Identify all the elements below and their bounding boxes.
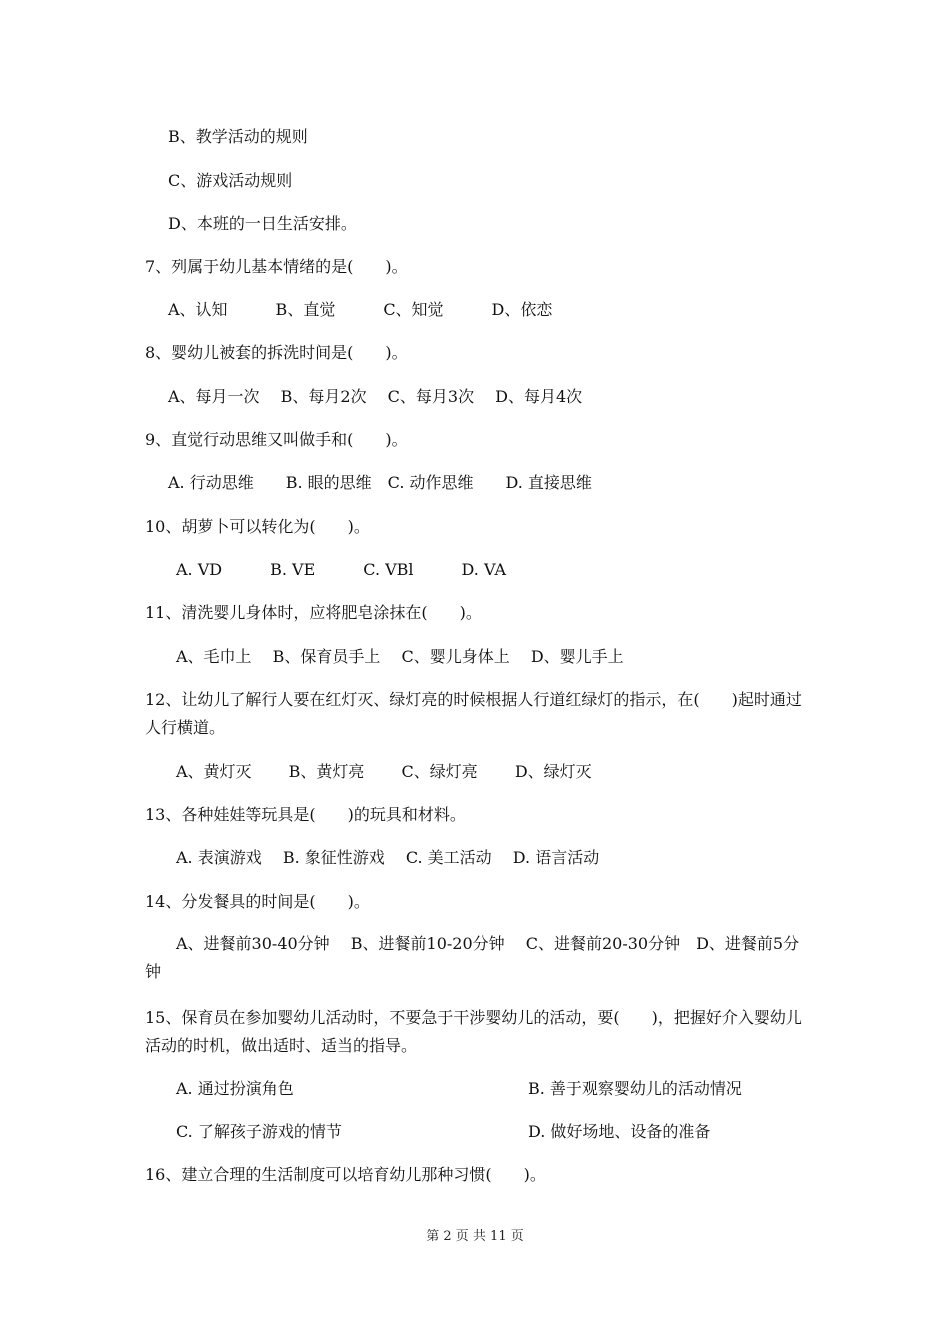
question-15-option-d: D. 做好场地、设备的准备 (528, 1122, 711, 1141)
question-11-options: A、毛巾上 B、保育员手上 C、婴儿身体上 D、婴儿手上 (176, 647, 624, 666)
question-8-options: A、每月一次 B、每月2次 C、每月3次 D、每月4次 (168, 387, 583, 406)
question-15-option-c: C. 了解孩子游戏的情节 (176, 1122, 342, 1141)
option-c-prev: C、游戏活动规则 (168, 171, 293, 190)
question-9: 9、直觉行动思维又叫做手和( )。 (145, 430, 408, 449)
question-9-options: A. 行动思维 B. 眼的思维 C. 动作思维 D. 直接思维 (168, 473, 592, 492)
question-13-options: A. 表演游戏 B. 象征性游戏 C. 美工活动 D. 语言活动 (176, 848, 600, 867)
question-7-options: A、认知 B、直觉 C、知觉 D、依恋 (168, 300, 553, 319)
question-12: 12、让幼儿了解行人要在红灯灭、绿灯亮的时候根据人行道红绿灯的指示，在( )起时通过人行横道。 (145, 690, 802, 737)
question-14: 14、分发餐具的时间是( )。 (145, 892, 370, 911)
question-7: 7、列属于幼儿基本情绪的是( )。 (145, 257, 408, 276)
question-10-options: A. VD B. VE C. VBl D. VA (176, 560, 507, 579)
option-b-prev: B、教学活动的规则 (168, 127, 308, 146)
question-10: 10、胡萝卜可以转化为( )。 (145, 517, 370, 536)
question-12-options: A、黄灯灭 B、黄灯亮 C、绿灯亮 D、绿灯灭 (176, 762, 592, 781)
question-16: 16、建立合理的生活制度可以培育幼儿那种习惯( )。 (145, 1165, 546, 1184)
question-14-options: A、进餐前30-40分钟 B、进餐前10-20分钟 C、进餐前20-30分钟 D、进餐前5分钟 (145, 934, 800, 981)
question-15-option-a: A. 通过扮演角色 (176, 1079, 294, 1098)
option-d-prev: D、本班的一日生活安排。 (168, 214, 357, 233)
question-11: 11、清洗婴儿身体时，应将肥皂涂抹在( )。 (145, 603, 482, 622)
question-8: 8、婴幼儿被套的拆洗时间是( )。 (145, 343, 408, 362)
page-footer: 第 2 页 共 11 页 (426, 1229, 524, 1244)
question-15: 15、保育员在参加婴幼儿活动时，不要急于干涉婴幼儿的活动，要( )，把握好介入婴幼儿活动的时机，做出适时、适当的指导。 (145, 1008, 802, 1055)
question-13: 13、各种娃娃等玩具是( )的玩具和材料。 (145, 805, 466, 824)
question-15-option-b: B. 善于观察婴幼儿的活动情况 (528, 1079, 742, 1098)
